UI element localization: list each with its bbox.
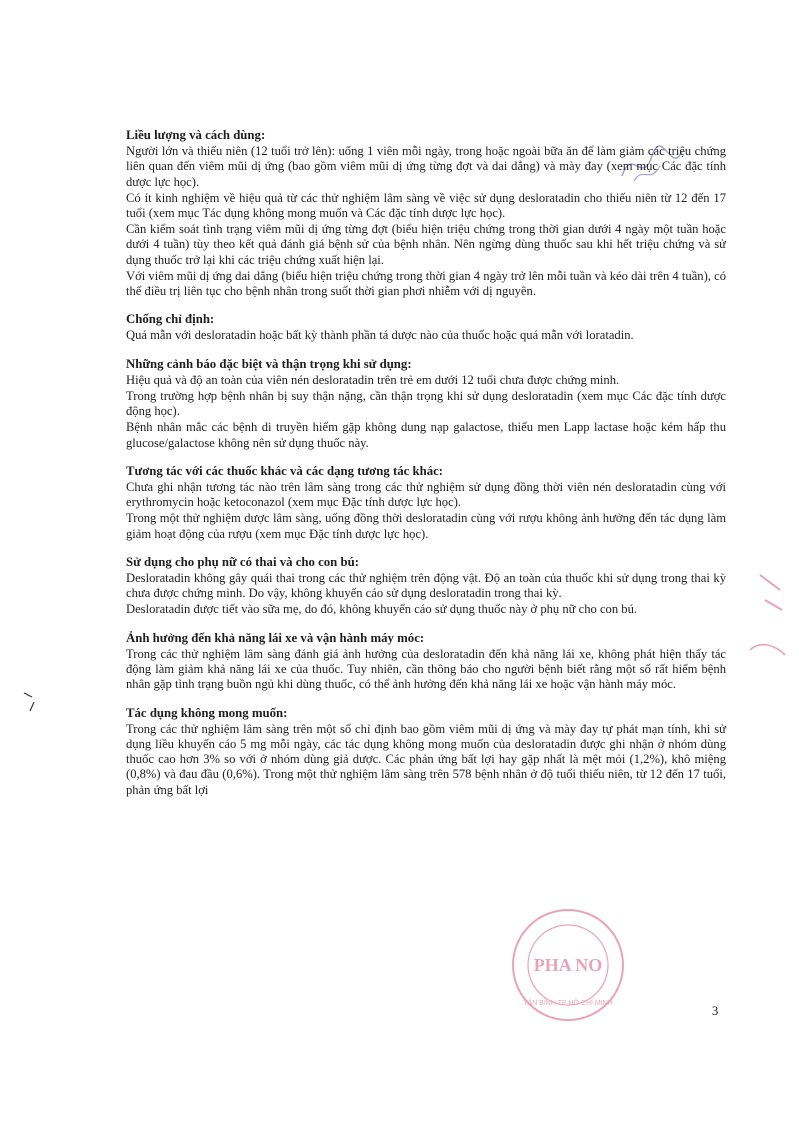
paragraph: Chưa ghi nhận tương tác nào trên lâm sàng trong các thử nghiệm sử dụng đồng thời viên nén desloratadin cùng với erythromycin hoặc ketoconazol (xem mục Đặc tính dược lực học). [126,480,726,510]
paragraph: Hiệu quả và độ an toàn của viên nén desloratadin trên trẻ em dưới 12 tuổi chưa được chứng minh. [126,372,620,387]
section-heading: Ảnh hưởng đến khả năng lái xe và vận hành máy móc: [126,630,425,645]
page-number: 3 [712,1004,719,1018]
paragraph: Với viêm mũi dị ứng dai dẳng (biểu hiện triệu chứng trong thời gian 4 ngày trở lên mỗi tuần và kéo dài trên 4 tuần), có thể điều trị liên tục cho bệnh nhân trong suốt thời gian phơi nhiễm với dị nguyên. [126,268,726,299]
paragraph: Trong các thử nghiệm lâm sàng đánh giá ảnh hưởng của desloratadin đến khả năng lái xe, không phát hiện thấy tác động làm giảm khả năng lái xe của thuốc. Tuy nhiên, cần thông báo cho người bệnh biết rằng một số rất hiếm bệnh nhân gặp tình trạng buồn ngủ khi dùng thuốc, có thể ảnh hưởng đến khả năng lái xe hoặc vận hành máy móc. [126,646,726,692]
section-heading: Tương tác với các thuốc khác và các dạng tương tác khác: [126,463,444,478]
section-warnings [126,357,726,451]
paragraph: Người lớn và thiếu niên (12 tuổi trở lên): uống 1 viên mỗi ngày, trong hoặc ngoài bữa ăn để làm giảm các triệu chứng liên quan đến viêm mũi dị ứng (bao gồm viêm mũi dị ứng từng đợt và dai dẳng) và mày đay (xem mục Các đặc tính dược lực học). [126,144,726,189]
margin-tick-mark [20,690,40,714]
paragraph: Desloratadin được tiết vào sữa mẹ, do đó, không khuyến cáo sử dụng thuốc này ở phụ nữ cho con bú. [126,602,638,617]
section-pregnancy [126,555,726,618]
paragraph: Có ít kinh nghiệm về hiệu quả từ các thử nghiệm lâm sàng về việc sử dụng desloratadin cho thiếu niên từ 12 đến 17 tuổi (xem mục Tác dụng không mong muốn và Các đặc tính dược lực học). [126,190,726,221]
section-dosage [126,128,726,299]
section-heading: Những cảnh báo đặc biệt và thận trọng khi sử dụng: [126,356,412,371]
section-driving [126,631,726,693]
svg-text:PHA NO: PHA NO [533,955,603,975]
paragraph: Trong các thử nghiệm lâm sàng trên một số chỉ định bao gồm viêm mũi dị ứng và mày đay tự phát mạn tính, khi sử dụng liều khuyến cáo 5 mg mỗi ngày, các tác dụng không mong muốn của desloratadin được ghi nhận ở nhóm dùng thuốc cao hơn 3% so với ở nhóm dùng giả dược. Các phản ứng bất lợi hay gặp nhất là mệt mỏi (1,2%), khô miệng (0,8%) và đau đầu (0,6%). Trong một thử nghiệm lâm sàng trên 578 bệnh nhân ở độ tuổi thiếu niên, từ 12 đến 17 tuổi, phản ứng bất lợi [126,721,726,797]
section-heading: Chống chỉ định: [126,312,215,327]
section-adverse-effects [126,706,726,798]
paragraph: Desloratadin không gây quái thai trong các thử nghiệm trên động vật. Độ an toàn của thuốc khi sử dụng trong thai kỳ chưa được chứng minh. Do vậy, không khuyến cáo sử dụng desloratadin trong thai kỳ. [126,571,726,601]
section-heading: Liều lượng và cách dùng: [126,128,266,142]
paragraph: Bệnh nhân mắc các bệnh di truyền hiếm gặp không dung nạp galactose, thiếu men Lapp lactase hoặc kém hấp thu glucose/galactose không nên sử dụng thuốc này. [126,420,726,450]
section-contraindications [126,312,726,343]
section-heading: Tác dụng không mong muốn: [126,705,288,720]
document-body [126,128,726,799]
side-stamp-fragment [730,570,790,670]
paragraph: Trong trường hợp bệnh nhân bị suy thận nặng, cần thận trọng khi sử dụng desloratadin (xem mục Các đặc tính dược động học). [126,389,726,419]
pharmacy-stamp [508,905,628,1025]
paragraph: Quá mẫn với desloratadin hoặc bất kỳ thành phần tá dược nào của thuốc hoặc quá mẫn với loratadin. [126,328,634,343]
paragraph: Trong một thử nghiệm dược lâm sàng, uống đồng thời desloratadin cùng với rượu không ảnh hưởng đến tác dụng làm giảm hoạt động của rượu (xem mục Đặc tính dược lực học). [126,511,726,541]
section-interactions [126,464,726,542]
section-heading: Sử dụng cho phụ nữ có thai và cho con bú: [126,554,359,569]
svg-text:TÂN BÌNH TP HỒ CHÍ MINH: TÂN BÌNH TP HỒ CHÍ MINH [523,1000,613,1007]
paragraph: Cần kiểm soát tình trạng viêm mũi dị ứng từng đợt (biểu hiện triệu chứng trong thời gian dưới 4 ngày một tuần hoặc dưới 4 tuần) tùy theo kết quả đánh giá bệnh sử của bệnh nhân. Nên ngừng dùng thuốc sau khi hết triệu chứng và sử dụng thuốc trở lại khi các triệu chứng xuất hiện lại. [126,222,726,267]
